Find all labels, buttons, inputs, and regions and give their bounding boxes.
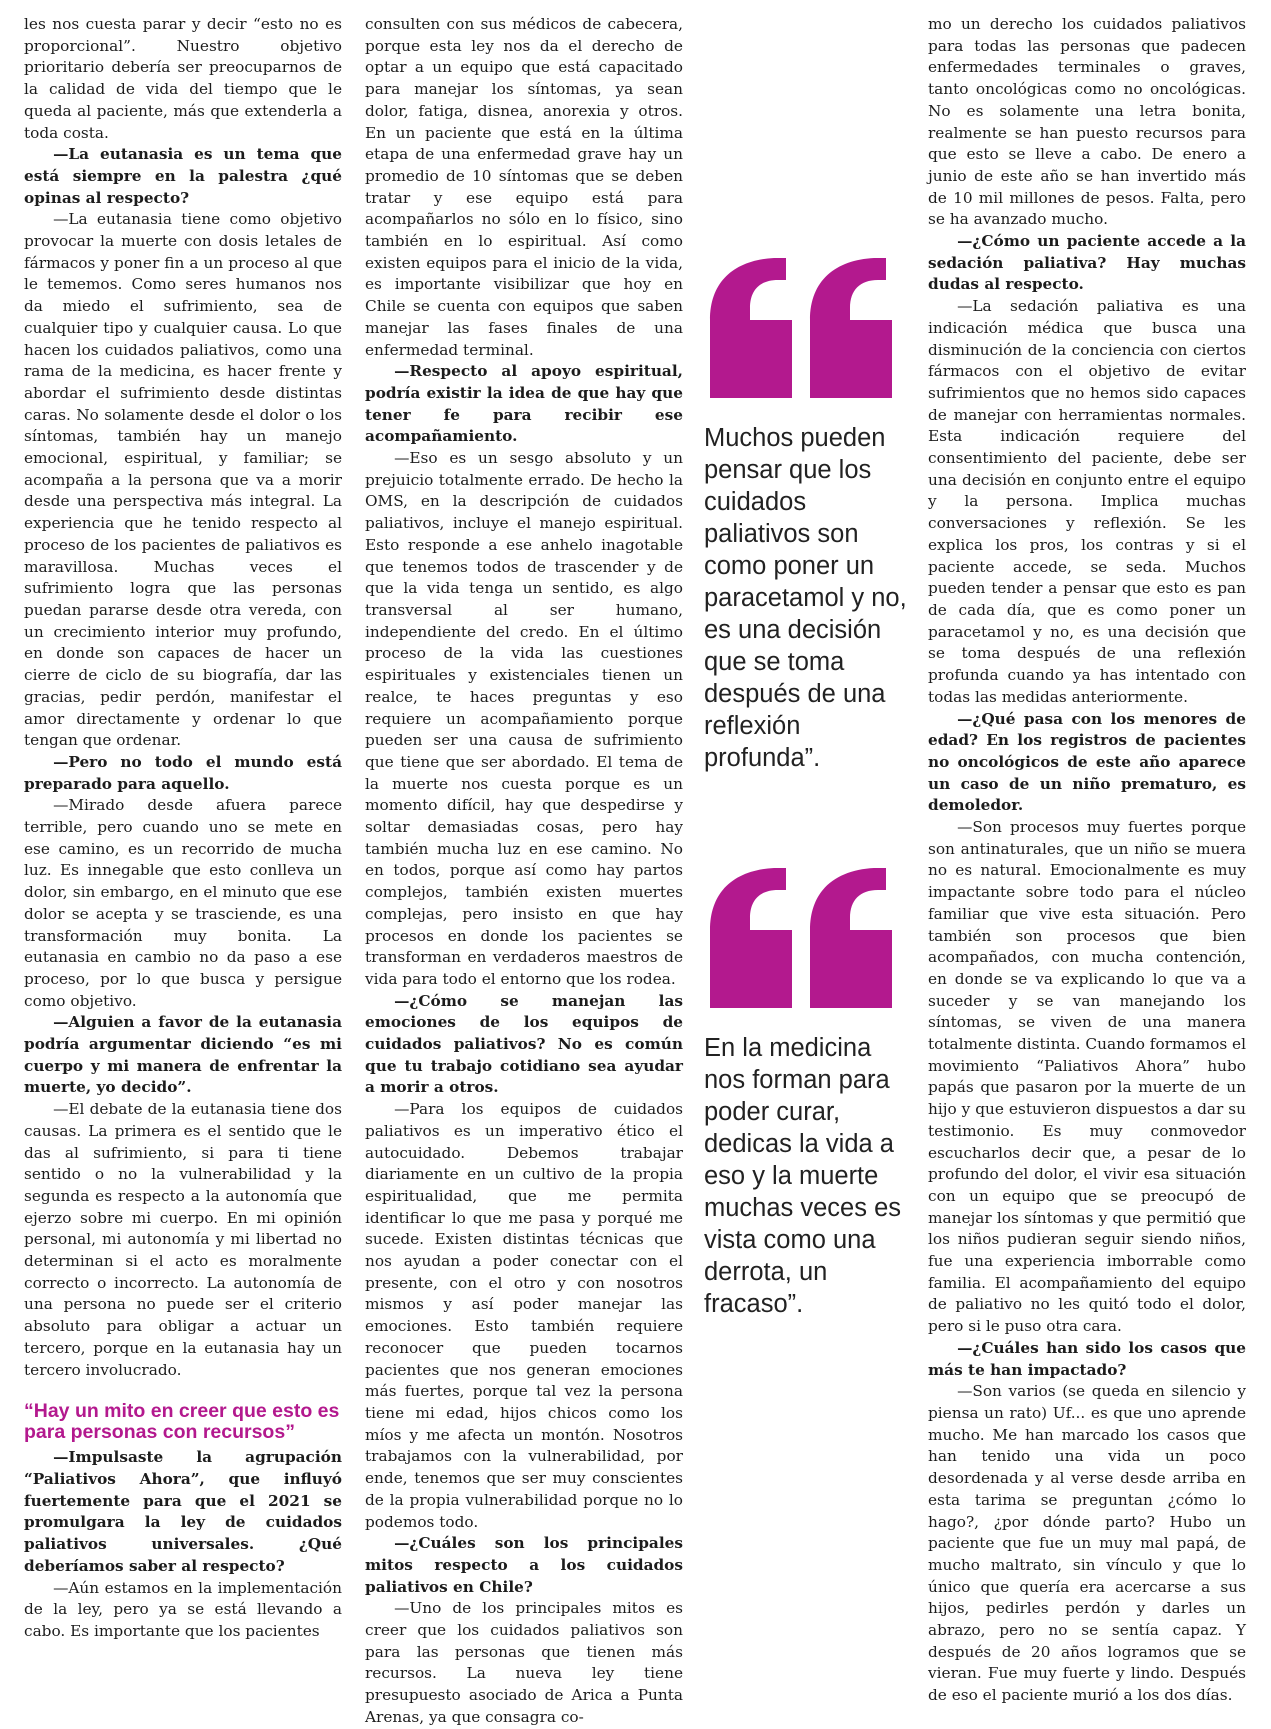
interview-answer: —Aún estamos en la implementación de la ley, pero ya se está llevando a cabo. Es importante que los pacientes (24, 1578, 342, 1640)
pull-quote: Muchos pueden pensar que los cuidados paliativos son como poner un paracetamol y no, es una decisión que se toma después de una reflexión profunda”. (704, 424, 907, 772)
interview-question: —¿Cómo un paciente accede a la sedación paliativa? Hay muchas dudas al respecto. (928, 232, 1246, 294)
section-subheading: “Hay un mito en creer que esto es para personas con recursos” (24, 1400, 340, 1444)
opening-double-quote-icon (704, 258, 904, 398)
interview-question: —Respecto al apoyo espiritual, podría existir la idea de que hay que tener fe para recibir ese acompañamiento. (365, 362, 683, 446)
paragraph: mo un derecho los cuidados paliativos para todas las personas que padecen enfermedades terminales o graves, tanto oncológicas como no oncológicas. No es solamente una letra bonita, realmente se han puesto recursos para que esto se lleve a cabo. De enero a junio de este año se han invertido más de 10 mil millones de pesos. Falta, pero se ha avanzado mucho. (928, 15, 1246, 229)
pull-quote-column (700, 0, 915, 1634)
interview-answer: —Son procesos muy fuertes porque son antinaturales, que un niño se muera no es natural. Emocionalmente es muy impactante sobre todo para el núcleo familiar que vive esta situación. Pero también son procesos que bien acompañados, con mucha contención, en donde se va explicando lo que va a suceder y se van manejando los síntomas, se viven de una manera totalmente distinta. Cuando formamos el movimiento “Paliativos Ahora” hubo papás que pasaron por la muerte de un hijo y que estuvieron dispuestos a dar su testimonio. Es muy conmovedor escucharlos decir que, a pesar de lo profundo del dolor, el vivir esa situación con un equipo que se preocupó de manejar los síntomas y que permitió que los niños pudieran seguir siendo niños, fue una experiencia imborrable como familia. El acompañamiento del equipo de paliativo no les quitó todo el dolor, pero si le puso otra cara. (928, 818, 1246, 1336)
interview-question: —¿Qué pasa con los menores de edad? En los registros de pacientes no oncológicos de este año aparece un caso de un niño prematuro, es demoledor. (928, 709, 1246, 815)
interview-question: —La eutanasia es un tema que está siempre en la palestra ¿qué opinas al respecto? (24, 145, 342, 207)
opening-double-quote-icon (704, 868, 904, 1008)
interview-question: —¿Cómo se manejan las emociones de los equipos de cuidados paliativos? No es común que tu trabajo cotidiano sea ayudar a morir a otros. (365, 991, 683, 1097)
article-column-1 (24, 14, 342, 1643)
interview-question: —Alguien a favor de la eutanasia podría argumentar diciendo “es mi cuerpo y mi manera de enfrentar la muerte, yo decido”. (24, 1013, 342, 1097)
interview-question: —Impulsaste la agrupación “Paliativos Ahora”, que influyó fuertemente para que el 2021 se promulgara la ley de cuidados paliativos universales. ¿Qué deberíamos saber al respecto? (24, 1448, 342, 1575)
paragraph: consulten con sus médicos de cabecera, porque esta ley nos da el derecho de optar a un equipo que está capacitado para manejar los síntomas, ya sean dolor, fatiga, disnea, anorexia y otros. En un paciente que está en la última etapa de una enfermedad grave hay un promedio de 10 síntomas que se deben tratar y ese equipo está para acompañarlos no sólo en lo físico, sino también en lo espiritual. Así como existen equipos para el inicio de la vida, es importante visibilizar que hoy en Chile se cuenta con equipos que saben manejar las fases finales de una enfermedad terminal. (365, 15, 683, 359)
interview-answer: —Son varios (se queda en silencio y piensa un rato) Uf... es que uno aprende mucho. Me han marcado los casos que han tenido una vida un poco desordenada y al verse desde arriba en esta tarima se preguntan ¿cómo lo hago?, ¿por dónde parto? Hubo un paciente que fue un muy mal papá, de mucho maltrato, sin vínculo y que lo único que quería era acercarse a sus hijos, pedirles perdón y darles un abrazo, pero no se sentía capaz. Y después de 20 años logramos que se vieran. Fue muy fuerte y lindo. Después de eso el paciente murió a los dos días. (928, 1382, 1246, 1705)
article-column-2 (365, 14, 683, 1729)
interview-question: —¿Cuáles son los principales mitos respecto a los cuidados paliativos en Chile? (365, 1534, 683, 1596)
interview-answer: —El debate de la eutanasia tiene dos causas. La primera es el sentido que le das al sufrimiento, si para ti tiene sentido o no la vulnerabilidad y la segunda es respecto a la autonomía que ejerzo sobre mi cuerpo. En mi opinión personal, mi autonomía y mi libertad no determinan si el acto es moralmente correcto o incorrecto. La autonomía de una persona no puede ser el criterio absoluto para obligar a actuar un tercero, porque en la eutanasia hay un tercero involucrado. (24, 1100, 342, 1379)
article-column-3 (928, 14, 1246, 1707)
interview-answer: —La eutanasia tiene como objetivo provocar la muerte con dosis letales de fármacos y poner fin a un proceso al que le tememos. Como seres humanos nos da miedo el sufrimiento, sea de cualquier tipo y cualquier causa. Lo que hacen los cuidados paliativos, como una rama de la medicina, es hacer frente y abordar el sufrimiento desde distintas caras. No solamente desde el dolor o los síntomas, también hay un manejo emocional, espiritual, y familiar; se acompaña a la persona que va a morir desde una perspectiva más integral. La experiencia que he tenido respecto al proceso de los pacientes de paliativos es maravillosa. Muchas veces el sufrimiento logra que las personas puedan pararse desde otra vereda, con un crecimiento interior muy profundo, en donde son capaces de hacer un cierre de ciclo de su biografía, dar las gracias, pedir perdón, manifestar el amor directamente y ordenar lo que tengan que ordenar. (24, 210, 342, 750)
interview-question: —Pero no todo el mundo está preparado para aquello. (24, 752, 342, 793)
interview-answer: —La sedación paliativa es una indicación médica que busca una disminución de la conciencia con ciertos fármacos con el objetivo de evitar sufrimientos que no hemos sido capaces de manejar con herramientas normales. Esta indicación requiere del consentimiento del paciente, debe ser una decisión en conjunto entre el equipo y la persona. Implica muchas conversaciones y reflexión. Se les explica los pros, los contras y si el paciente accede, se seda. Muchos pueden tender a pensar que esto es pan de cada día, que es como poner un paracetamol y no, es una decisión que se toma después de una reflexión profunda cuando ya has intentado con todas las medidas anteriormente. (928, 297, 1246, 706)
interview-answer: —Para los equipos de cuidados paliativos es un imperativo ético el autocuidado. Debemos trabajar diariamente en un cultivo de la propia espiritualidad, que me permita identificar lo que me pasa y porqué me sucede. Existen distintas técnicas que nos ayudan a poder conectar con el presente, con el otro y con nosotros mismos y así poder manejar las emociones. Esto también requiere reconocer que pueden tocarnos pacientes que nos generan emociones más fuertes, porque tal vez la persona tiene mi edad, hijos chicos como los míos y me afecta un montón. Nosotros trabajamos con la vulnerabilidad, por ende, tenemos que ser muy conscientes de la propia vulnerabilidad porque no lo podemos todo. (365, 1100, 683, 1531)
interview-question: —¿Cuáles han sido los casos que más te han impactado? (928, 1338, 1246, 1379)
interview-answer: —Uno de los principales mitos es creer que los cuidados paliativos son para las personas que tienen más recursos. La nueva ley tiene presupuesto asociado de Arica a Punta Arenas, ya que consagra co- (365, 1599, 683, 1726)
interview-answer: —Mirado desde afuera parece terrible, pero cuando uno se mete en ese camino, es un recorrido de mucha luz. Es innegable que esto conlleva un dolor, sin embargo, en el minuto que ese dolor se acepta y se trasciende, es una transformación muy bonita. La eutanasia en cambio no da paso a ese proceso, por lo que busca y persigue como objetivo. (24, 796, 342, 1010)
pull-quote: En la medicina nos forman para poder curar, dedicas la vida a eso y la muerte muchas veces es vista como una derrota, un fracaso”. (704, 1034, 902, 1318)
interview-answer: —Eso es un sesgo absoluto y un prejuicio totalmente errado. De hecho la OMS, en la descripción de cuidados paliativos, incluye el manejo espiritual. Esto responde a ese anhelo inagotable que tenemos todos de trascender y de que la vida tenga un sentido, es algo transversal al ser humano, independiente del credo. En el último proceso de la vida las cuestiones espirituales y existenciales tienen un realce, te haces preguntas y eso requiere un acompañamiento porque pueden ser una causa de sufrimiento que tiene que ser abordado. El tema de la muerte nos cuesta porque es un momento difícil, hay que despedirse y soltar demasiadas cosas, pero hay también mucha luz en ese camino. No en todos, porque así como hay partos complejos, también existen muertes complejas, pero insisto en que hay procesos en donde los pacientes se transforman en verdaderos maestros de vida para todo el entorno que los rodea. (365, 449, 683, 988)
paragraph: les nos cuesta parar y decir “esto no es proporcional”. Nuestro objetivo prioritario debería ser preocuparnos de la calidad de vida del tiempo que le queda al paciente, más que extenderla a toda costa. (24, 15, 342, 142)
